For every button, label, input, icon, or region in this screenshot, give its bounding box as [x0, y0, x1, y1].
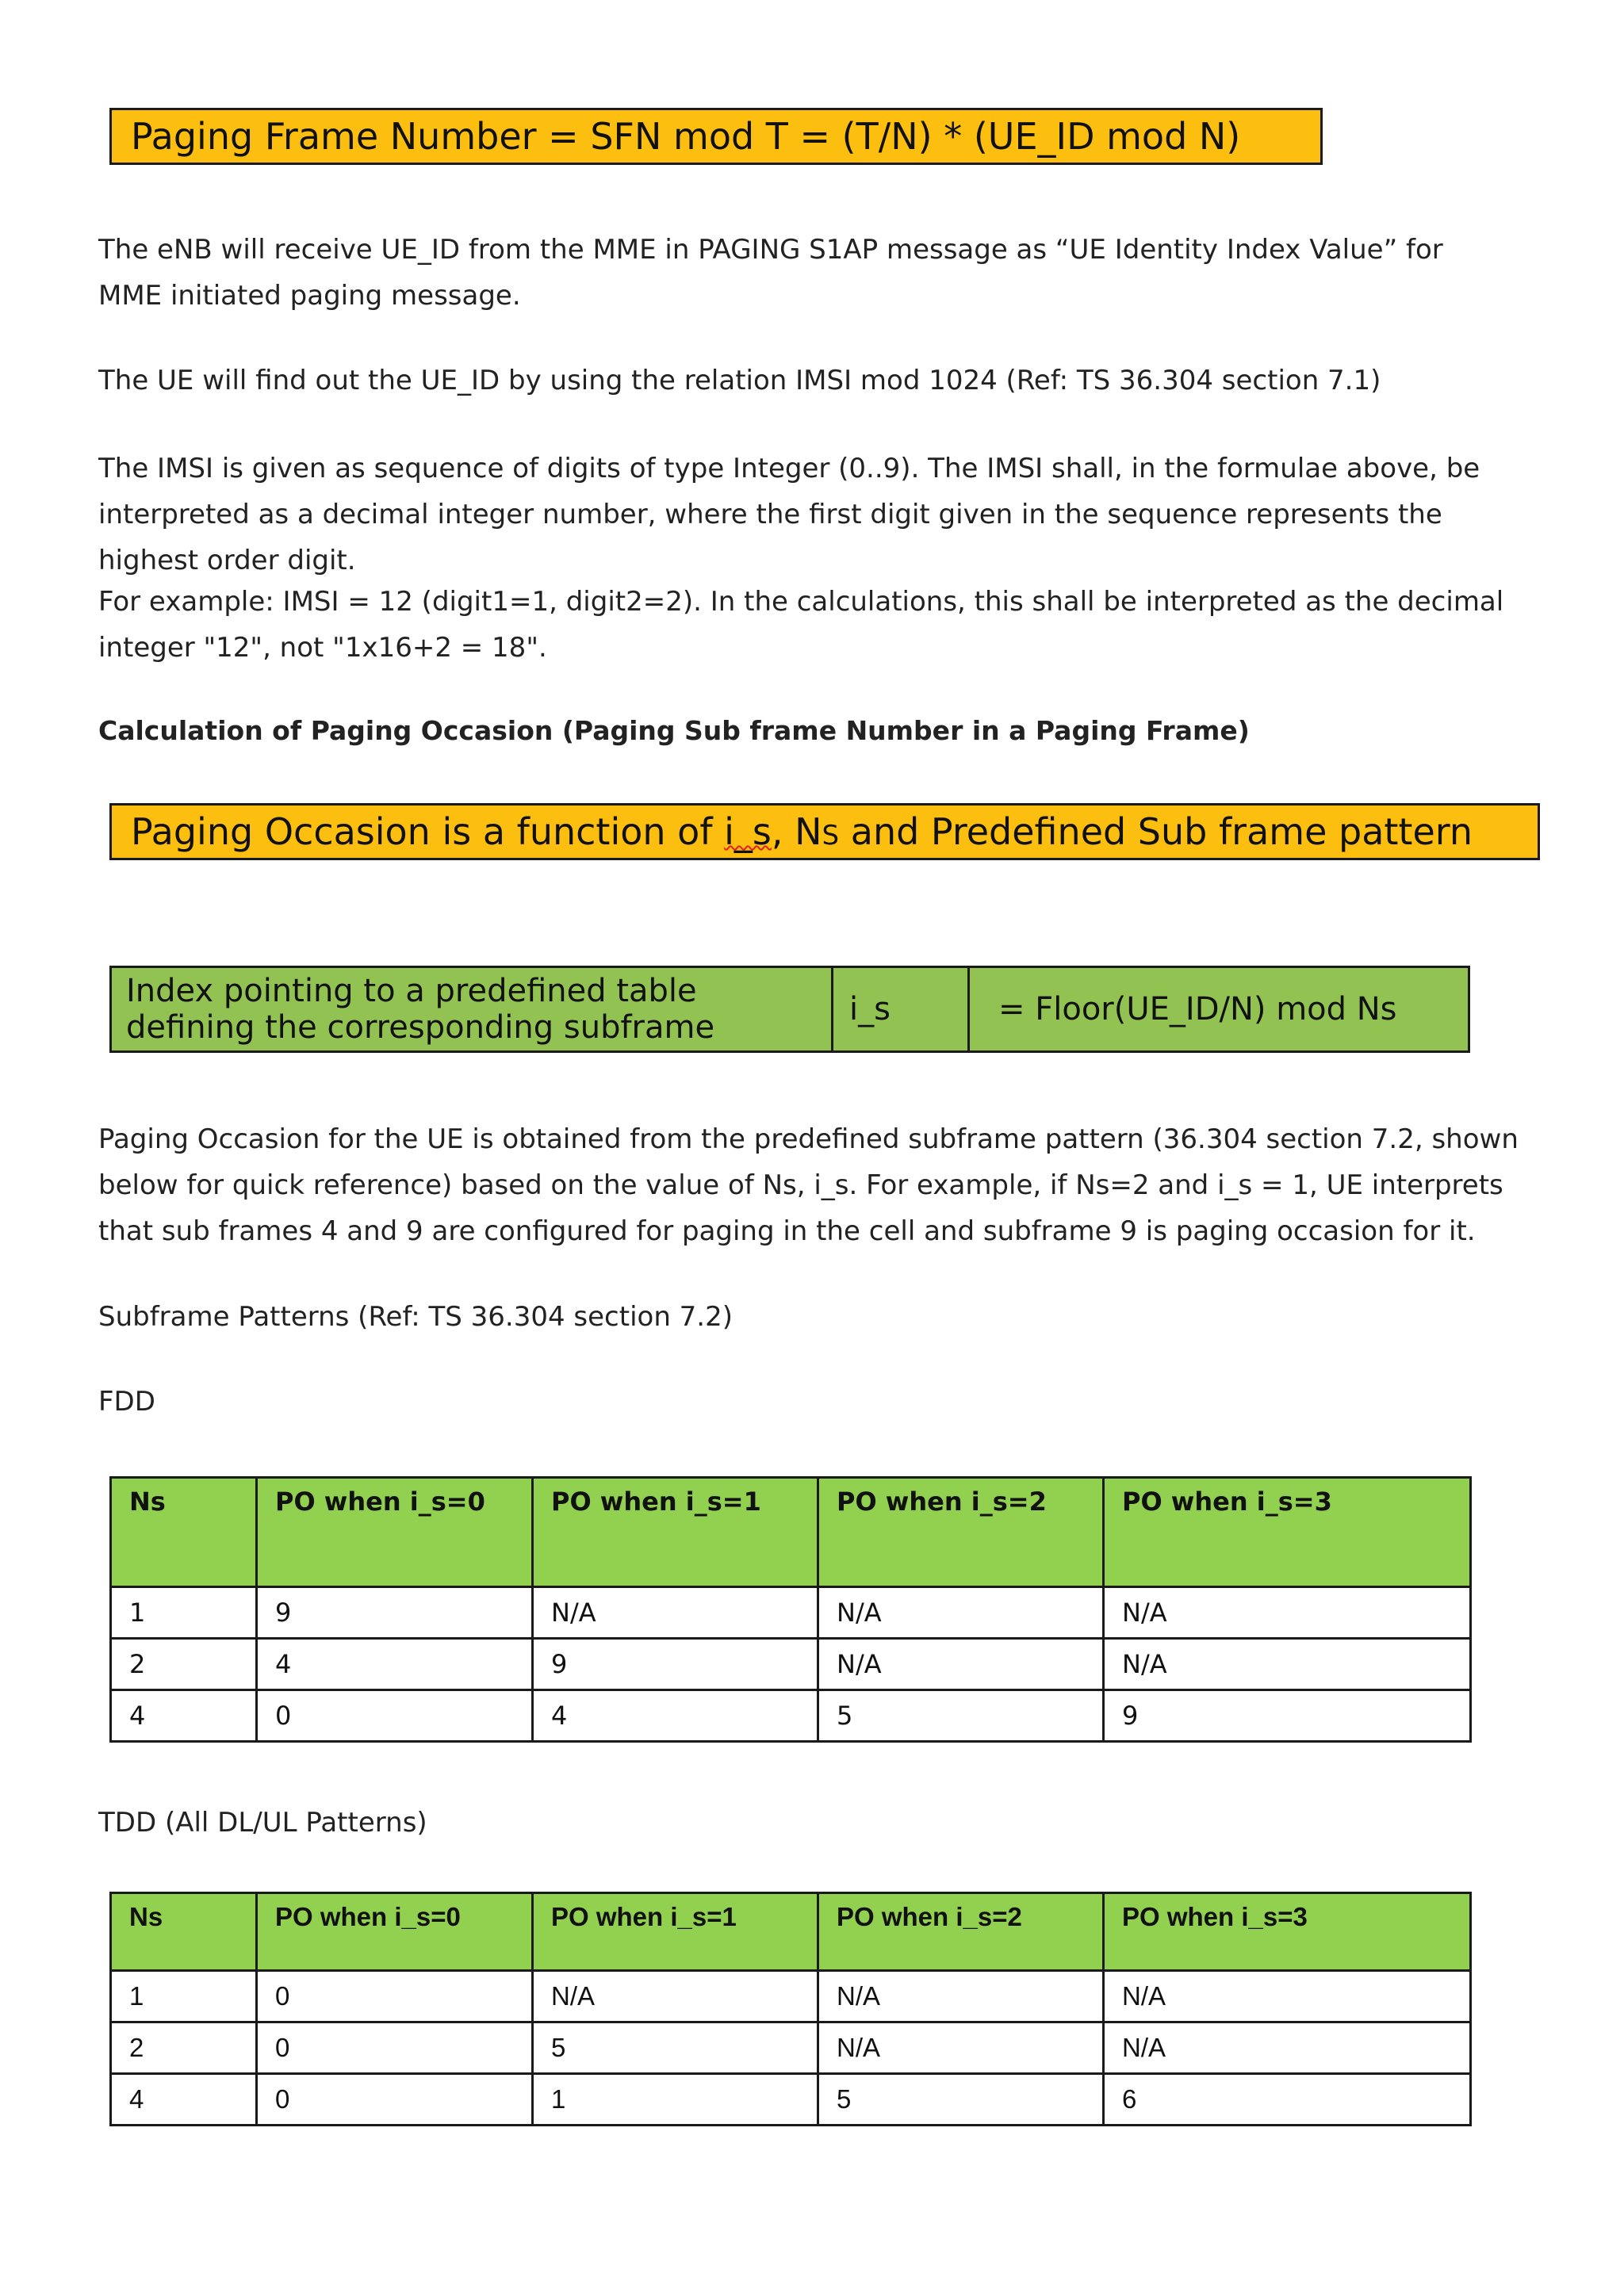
paragraph-imsi-example: For example: IMSI = 12 (digit1=1, digit2=2). In the calculations, this shall be interpreted as the decimal integer "12", not "1x16+2 = 18".	[98, 586, 1504, 664]
table-cell: 4	[111, 2074, 257, 2126]
table-header: PO when i_s=3	[1104, 1478, 1471, 1587]
table-cell: N/A	[818, 2022, 1104, 2074]
table-row	[111, 1587, 1471, 1639]
paging-occasion-formula: Paging Occasion is a function of i_s, NS and Predefined Sub frame pattern	[131, 810, 1473, 853]
table-cell: 4	[111, 1690, 257, 1742]
table-cell: 1	[111, 1971, 257, 2022]
table-header-row	[111, 1893, 1471, 1971]
index-formula-cell: = Floor(UE_ID/N) mod Ns	[998, 991, 1397, 1027]
paragraph-subframe-patterns-ref: Subframe Patterns (Ref: TS 36.304 section 7.2)	[98, 1301, 733, 1333]
table-cell: 4	[257, 1639, 533, 1690]
table-cell: 5	[533, 2022, 818, 2074]
table-cell: 5	[818, 2074, 1104, 2126]
table-header: PO when i_s=2	[818, 1893, 1104, 1971]
tdd-pattern-table	[109, 1892, 1472, 2126]
table-row	[111, 2022, 1471, 2074]
table-header: PO when i_s=0	[257, 1893, 533, 1971]
table-cell: N/A	[533, 1971, 818, 2022]
fdd-pattern-table	[109, 1476, 1472, 1743]
table-header: PO when i_s=0	[257, 1478, 533, 1587]
table-cell: 6	[1104, 2074, 1471, 2126]
table-cell: 0	[257, 2022, 533, 2074]
table-row	[111, 1639, 1471, 1690]
table-cell: 9	[533, 1639, 818, 1690]
paragraph-ue-id-source: The eNB will receive UE_ID from the MME in PAGING S1AP message as “UE Identity Index Value” for MME initiated paging message.	[98, 234, 1443, 312]
table-header: Ns	[111, 1893, 257, 1971]
table-cell: 5	[818, 1690, 1104, 1742]
table-cell: N/A	[818, 1587, 1104, 1639]
table-cell: 1	[533, 2074, 818, 2126]
table-cell: 4	[533, 1690, 818, 1742]
table-header-row	[111, 1478, 1471, 1587]
paging-occasion-formula-box	[109, 803, 1540, 860]
table-cell: N/A	[1104, 2022, 1471, 2074]
table-cell: N/A	[1104, 1971, 1471, 2022]
fdd-label: FDD	[98, 1386, 155, 1418]
paging-frame-formula-box	[109, 108, 1323, 165]
table-cell: N/A	[818, 1971, 1104, 2022]
table-cell: N/A	[1104, 1639, 1471, 1690]
table-row	[111, 1971, 1471, 2022]
paging-frame-formula: Paging Frame Number = SFN mod T = (T/N) * (UE_ID mod N)	[131, 115, 1241, 158]
table-cell: 0	[257, 2074, 533, 2126]
table-cell: 2	[111, 2022, 257, 2074]
index-description-cell: Index pointing to a predefined table defining the corresponding subframe	[112, 968, 833, 1050]
paragraph-ue-id-relation: The UE will find out the UE_ID by using the relation IMSI mod 1024 (Ref: TS 36.304 section 7.1)	[98, 365, 1381, 396]
table-cell: 0	[257, 1971, 533, 2022]
table-cell: 1	[111, 1587, 257, 1639]
i-s-symbol: i_s	[724, 810, 772, 853]
table-cell: 9	[257, 1587, 533, 1639]
table-cell: 0	[257, 1690, 533, 1742]
table-row	[111, 2074, 1471, 2126]
tdd-label: TDD (All DL/UL Patterns)	[98, 1807, 427, 1839]
table-cell: N/A	[533, 1587, 818, 1639]
table-header: PO when i_s=3	[1104, 1893, 1471, 1971]
paragraph-paging-occasion-explanation: Paging Occasion for the UE is obtained from the predefined subframe pattern (36.304 section 7.2, shown below for quick reference) based on the value of Ns, i_s. For example, if Ns=2 and i_s = 1, UE interprets that sub frames 4 and 9 are configured for paging in the cell and subframe 9 is paging occasion for it.	[98, 1123, 1519, 1247]
paragraph-imsi-definition: The IMSI is given as sequence of digits of type Integer (0..9). The IMSI shall, in the formulae above, be interpreted as a decimal integer number, where the first digit given in the sequence represents the highest order digit.	[98, 453, 1480, 576]
table-header: PO when i_s=1	[533, 1478, 818, 1587]
table-cell: N/A	[1104, 1587, 1471, 1639]
table-cell: 9	[1104, 1690, 1471, 1742]
table-header: PO when i_s=1	[533, 1893, 818, 1971]
table-cell: N/A	[818, 1639, 1104, 1690]
index-definition-row	[109, 966, 1470, 1053]
section-heading: Calculation of Paging Occasion (Paging Sub frame Number in a Paging Frame)	[98, 715, 1250, 746]
table-cell: 2	[111, 1639, 257, 1690]
table-header: Ns	[111, 1478, 257, 1587]
index-symbol-cell: i_s	[833, 968, 970, 1050]
table-header: PO when i_s=2	[818, 1478, 1104, 1587]
table-row	[111, 1690, 1471, 1742]
